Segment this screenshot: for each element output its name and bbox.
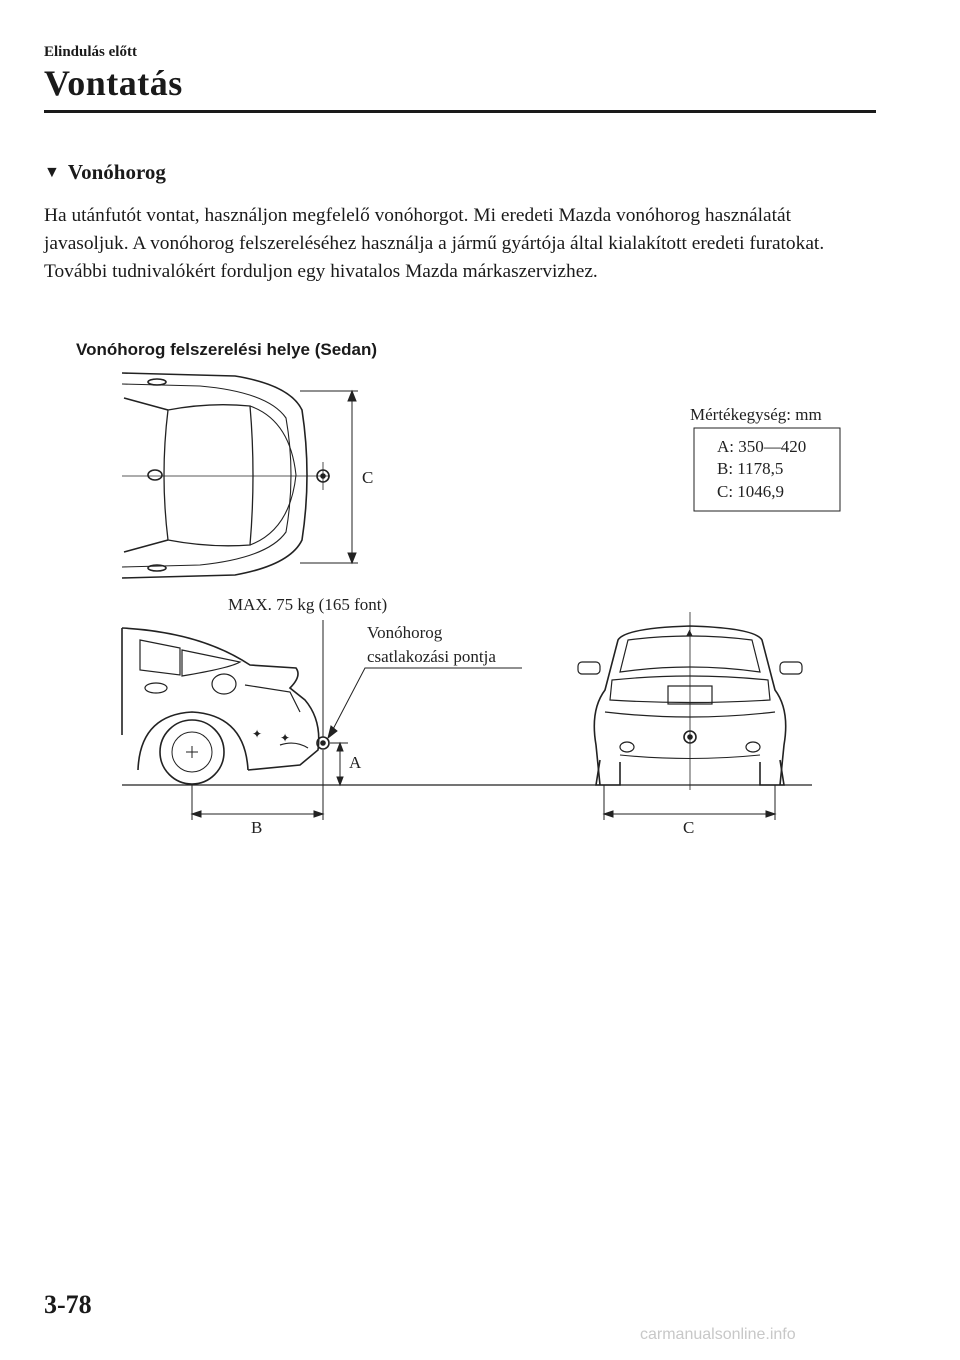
top-c-label: C bbox=[362, 468, 374, 487]
top-view-car bbox=[122, 373, 330, 578]
body-paragraph: Ha utánfutót vontat, használjon megfelelő vonóhorgot. Mi eredeti Mazda vonóhorog használatát javasoljuk. A vonóhorog felszereléséhez használja a jármű gyártója által kialakított eredeti furatokat. További tudnivalókért forduljon egy hivatalos Mazda márkaszervizhez. bbox=[44, 205, 825, 282]
page-title: Vontatás bbox=[44, 63, 183, 103]
rear-c-label: C bbox=[683, 818, 695, 837]
title-divider bbox=[44, 110, 876, 113]
max-load-label: MAX. 75 kg (165 font) bbox=[228, 595, 388, 614]
hitch-point-label-2: csatlakozási pontja bbox=[367, 647, 496, 666]
page-number: 3-78 bbox=[44, 1290, 92, 1319]
hitch-leader bbox=[328, 668, 522, 738]
figure-caption: Vonóhorog felszerelési helye (Sedan) bbox=[76, 340, 378, 359]
triangle-bullet-icon: ▼ bbox=[44, 163, 60, 181]
unit-label: Mértékegység: mm bbox=[690, 405, 822, 424]
reflector-mark-icon: ✦ bbox=[280, 731, 291, 745]
side-a-label: A bbox=[349, 753, 362, 772]
hitch-point-label-1: Vonóhorog bbox=[367, 623, 443, 642]
towing-hitch-diagram bbox=[0, 360, 960, 840]
rear-dimension-c bbox=[604, 785, 775, 820]
section-label: Elindulás előtt bbox=[44, 44, 137, 60]
subheading-text: Vonóhorog bbox=[67, 160, 166, 184]
side-view-car bbox=[122, 628, 329, 784]
watermark: carmanualsonline.info bbox=[640, 1326, 796, 1343]
dimension-b: B: 1178,5 bbox=[717, 459, 784, 478]
reflector-mark-icon: ✦ bbox=[252, 727, 263, 741]
dimension-c: C: 1046,9 bbox=[717, 482, 785, 501]
side-b-label: B bbox=[251, 818, 263, 837]
subheading bbox=[44, 160, 166, 185]
brand-emblem-icon: ▲ bbox=[684, 627, 695, 639]
dimension-a: A: 350—420 bbox=[717, 437, 807, 456]
side-dimension-a bbox=[330, 743, 348, 785]
